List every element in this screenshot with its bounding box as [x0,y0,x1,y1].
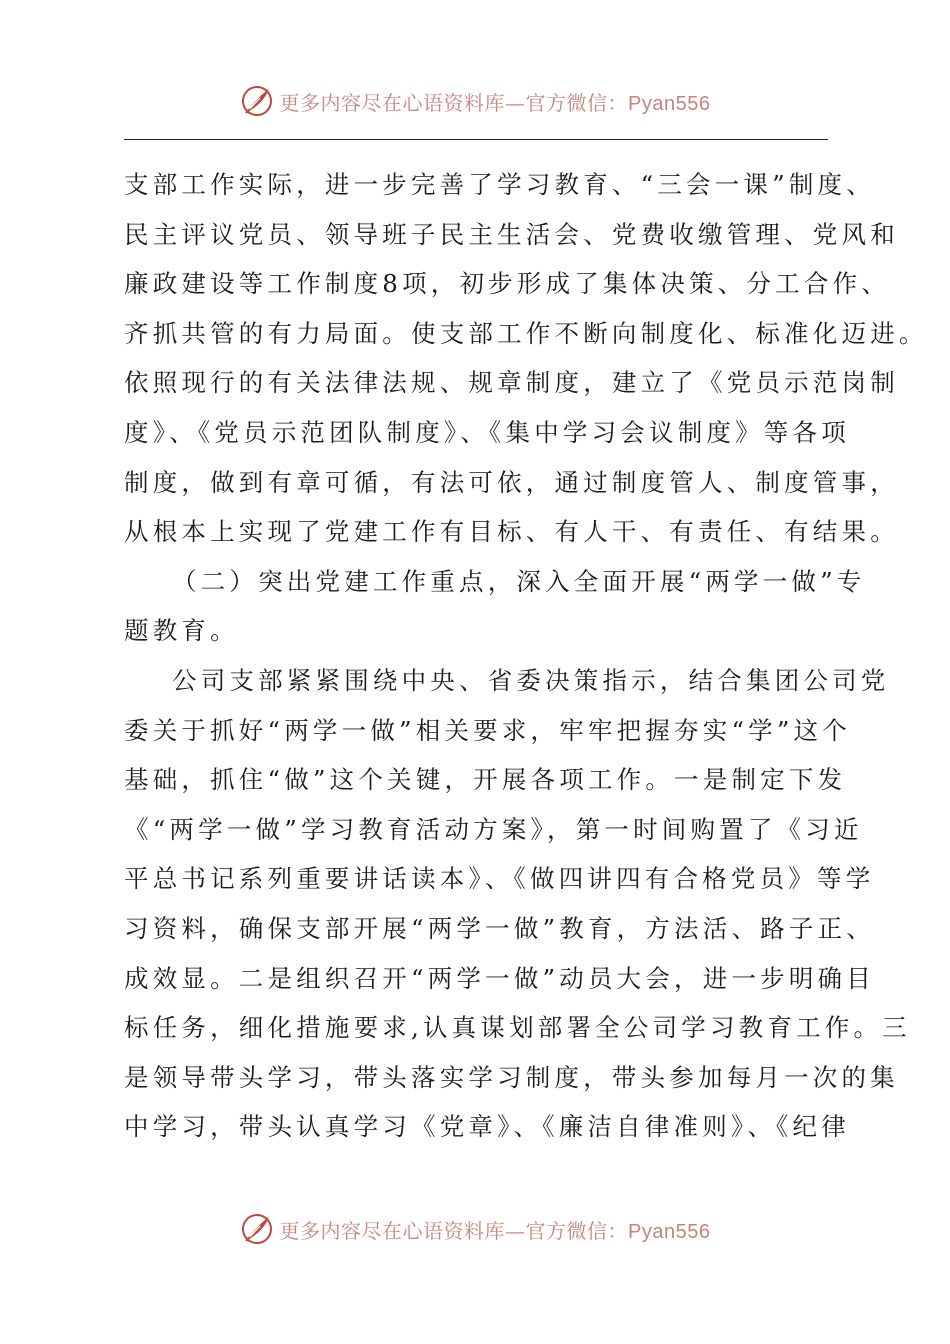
watermark-text: 更多内容尽在心语资料库—官方微信：Pyan556 [279,90,711,115]
quill-logo-icon [240,84,274,118]
body-line: 委关于抓好“两学一做”相关要求，牢牢把握夯实“学”这个 [124,715,851,745]
body-line: 民主评议党员、领导班子民主生活会、党费收缴管理、党风和 [124,219,899,249]
document-body [124,160,928,1152]
body-line: 制度，做到有章可循，有法可依，通过制度管人、制度管事， [124,467,899,497]
section-heading-line: （二）突出党建工作重点，深入全面开展“两学一做”专 [172,566,866,596]
header-divider [124,139,828,140]
body-line: 平总书记系列重要讲话读本》、《做四讲四有合格党员》等学 [124,864,875,894]
footer-watermark [0,1212,950,1246]
body-line: 中学习，带头认真学习《党章》、《廉洁自律准则》、《纪律 [124,1112,850,1142]
body-line: 是领导带头学习，带头落实学习制度，带头参加每月一次的集 [124,1062,899,1092]
body-line: 成效显。二是组织召开“两学一做”动员大会，进一步明确目 [124,963,875,993]
section-heading-line: 题教育。 [124,616,239,646]
body-line: 标任务，细化措施要求,认真谋划部署全公司学习教育工作。三 [124,1013,911,1043]
body-line: 习资料，确保支部开展“两学一做”教育，方法活、路子正、 [124,913,875,943]
quill-logo-icon [240,1212,274,1246]
body-line: 支部工作实际，进一步完善了学习教育、“三会一课”制度、 [124,170,875,199]
body-line: 公司支部紧紧围绕中央、省委决策指示，结合集团公司党 [172,665,890,695]
watermark-text: 更多内容尽在心语资料库—官方微信：Pyan556 [279,1218,711,1243]
body-line: 度》、《党员示范团队制度》、《集中学习会议制度》等各项 [124,417,850,447]
body-line: 齐抓共管的有力局面。使支部工作不断向制度化、标准化迈进。 [124,318,928,348]
body-line: 廉政建设等工作制度8项，初步形成了集体决策、分工合作、 [124,269,890,299]
body-line: 基础，抓住“做”这个关键，开展各项工作。一是制定下发 [124,765,847,795]
body-line: 《“两学一做”学习教育活动方案》，第一时间购置了《习近 [124,814,863,844]
header-watermark [0,84,950,118]
body-line: 依照现行的有关法律法规、规章制度，建立了《党员示范岗制 [124,368,899,398]
body-line: 从根本上实现了党建工作有目标、有人干、有责任、有结果。 [124,517,899,547]
